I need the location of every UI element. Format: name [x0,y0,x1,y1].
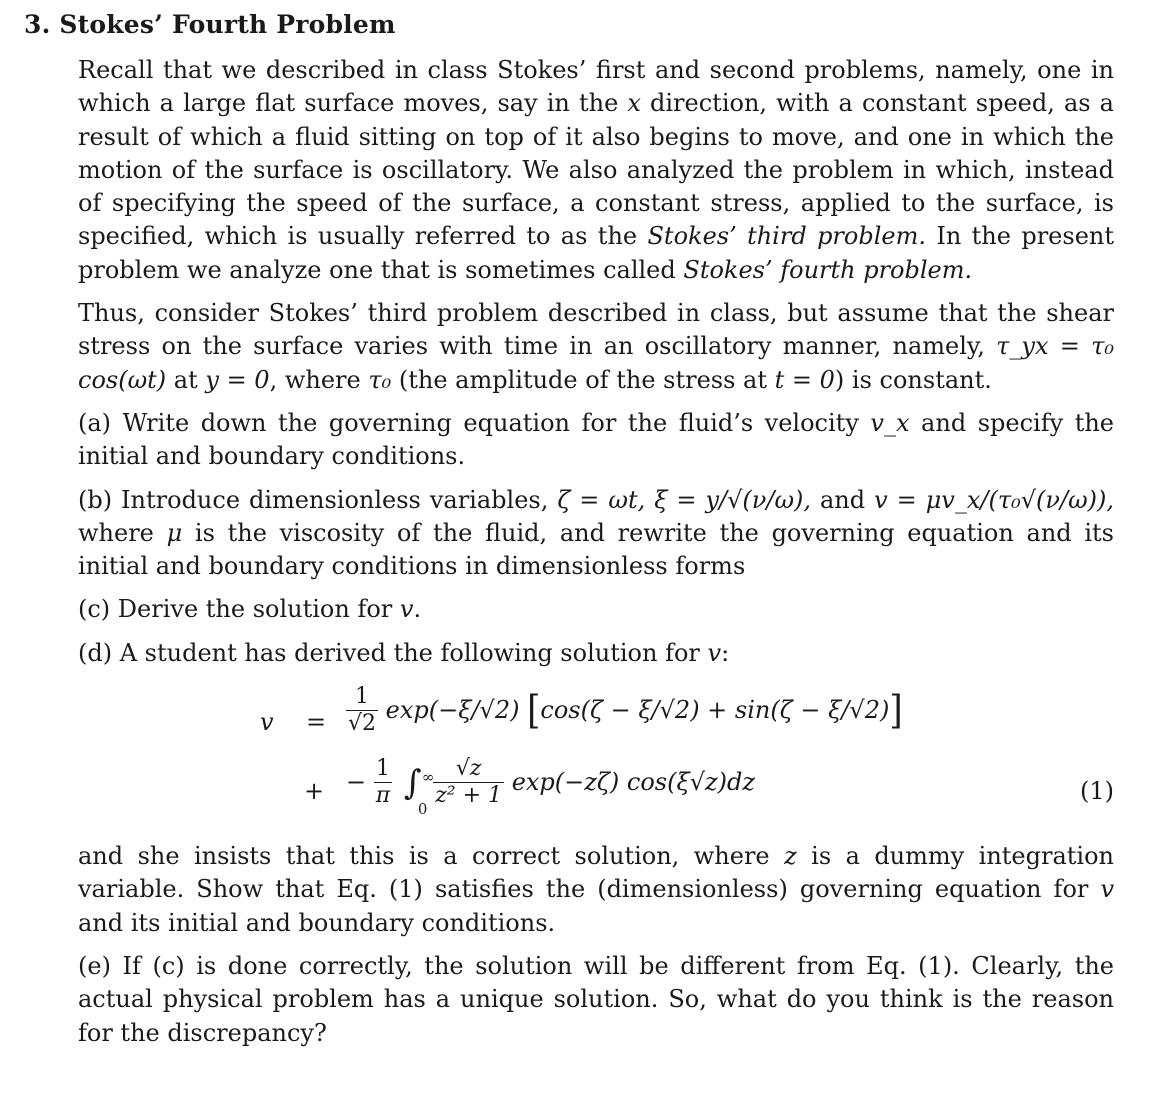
after-eq-text-3: and its initial and boundary conditions. [78,908,556,937]
fourth-problem-term: Stokes’ fourth problem. [683,255,973,284]
third-problem-term: Stokes’ third problem. [647,222,926,251]
part-c [78,593,1114,626]
intro-var-x: x [627,89,641,118]
part-a-text-1: (a) Write down the governing equation for the fluid’s velocity [78,408,871,437]
part-b-text-2: and [811,485,875,514]
fraction-1-denominator: √2 [348,711,377,737]
part-d-var-v: v [707,638,722,667]
fraction-2-numerator: 1 [375,756,390,782]
part-c-text-2: . [413,595,422,624]
problem-body [78,54,1114,1060]
consider-text-3: , where [269,365,369,394]
dimensionless-velocity: v = μv_x/(τ₀√(ν/ω)), [874,485,1114,514]
after-eq-var-v: v [1100,875,1114,904]
part-b-text-4: is the viscosity of the fluid, and rewrite the governing equation and its initial and boundary conditions in dimensionless forms [78,518,1114,581]
intro-text-2: direction, with a constant speed, as a result of which a fluid sitting on top of it also begins to move, and one in which the motion of the surface is oscillatory. We also analyzed the problem in which, instead of specifying the speed of the surface, a constant stress, applied to the surface, is specified, which is usually referred to as the [78,89,1114,251]
after-eq-text-1: and she insists that this is a correct solution, where [78,842,785,871]
consider-text-5: ) is constant. [834,365,992,394]
integral-lower-limit: 0 [417,799,428,818]
dummy-variable-z: z [784,842,797,871]
shear-stress-expression: τ_yx = τ₀ cos(ωt) [78,332,1114,394]
part-a [78,407,1114,474]
equation-number: (1) [1080,777,1114,806]
after-eq-text-2: is a dummy integration variable. Show that Eq. (1) satisfies the (dimensionless) governing equation for [78,842,1114,904]
bracket-open: [ [527,687,541,734]
fraction-1-over-pi [374,756,392,809]
bracket-close: ] [889,687,903,734]
equation-equals: = [306,708,327,737]
equation-1 [78,684,1114,834]
part-c-var-v: v [399,595,414,624]
surface-condition: y = 0 [205,365,270,394]
part-d [78,637,1114,670]
part-e: (e) If (c) is done correctly, the solution will be different from Eq. (1). Clearly, the actual physical problem has a unique solution. So, what do you think is the reason for the discrepancy? [78,951,1114,1047]
equation-row-2 [346,756,756,818]
fraction-sqrtz-over-z2plus1 [433,756,504,809]
fraction-1-over-sqrt2 [346,684,378,737]
consider-paragraph [78,297,1114,397]
intro-text-1: Recall that we described in class Stokes’ first and second problems, namely, one in which a large flat surface moves, say in the [78,56,1114,118]
fraction-2-sign: − [346,767,367,796]
time-zero: t = 0 [774,365,835,394]
fraction-3-numerator: √z [455,756,482,782]
fraction-1-numerator: 1 [355,684,369,710]
problem-heading: 3. Stokes’ Fourth Problem [24,10,396,39]
integral-upper-limit: ∞ [421,767,435,786]
part-d-text-2: : [721,638,730,667]
fraction-3-denominator: z² + 1 [435,783,503,809]
part-b-text-1: (b) Introduce dimensionless variables, [78,485,558,514]
equation-row-1 [346,684,903,737]
consider-text-1: Thus, consider Stokes’ third problem described in class, but assume that the shear stress on the surface varies with time in an oscillatory manner, namely, [78,299,1114,361]
exp-term-1: exp(−ξ/√2) [385,695,520,724]
exp-cos-integrand: exp(−zζ) cos(ξ√z)dz [511,767,756,796]
stress-amplitude: τ₀ [368,365,392,394]
integral-symbol: ∫ [403,762,422,803]
equation-plus: + [304,777,325,806]
part-b [78,484,1114,584]
integral-sign [403,762,435,818]
equation-lhs: v [260,708,274,737]
part-c-text-1: (c) Derive the solution for [78,595,400,624]
consider-text-2: at [166,365,206,394]
cos-sin-term: cos(ζ − ξ/√2) + sin(ζ − ξ/√2) [540,695,890,724]
velocity-vx: v_x [870,408,910,437]
consider-text-4: (the amplitude of the stress at [391,365,775,394]
fraction-2-denominator: π [375,783,391,809]
part-b-text-3: where [78,518,167,547]
intro-paragraph [78,54,1114,287]
dimensionless-variables: ζ = ωt, ξ = y/√(ν/ω), [557,485,812,514]
intro-text-3: In the present problem we analyze one that is sometimes called [78,222,1114,284]
part-a-text-2: and specify the initial and boundary conditions. [78,408,1114,471]
after-equation-paragraph [78,840,1114,940]
viscosity-mu: μ [166,518,183,547]
part-d-text-1: (d) A student has derived the following solution for [78,638,708,667]
